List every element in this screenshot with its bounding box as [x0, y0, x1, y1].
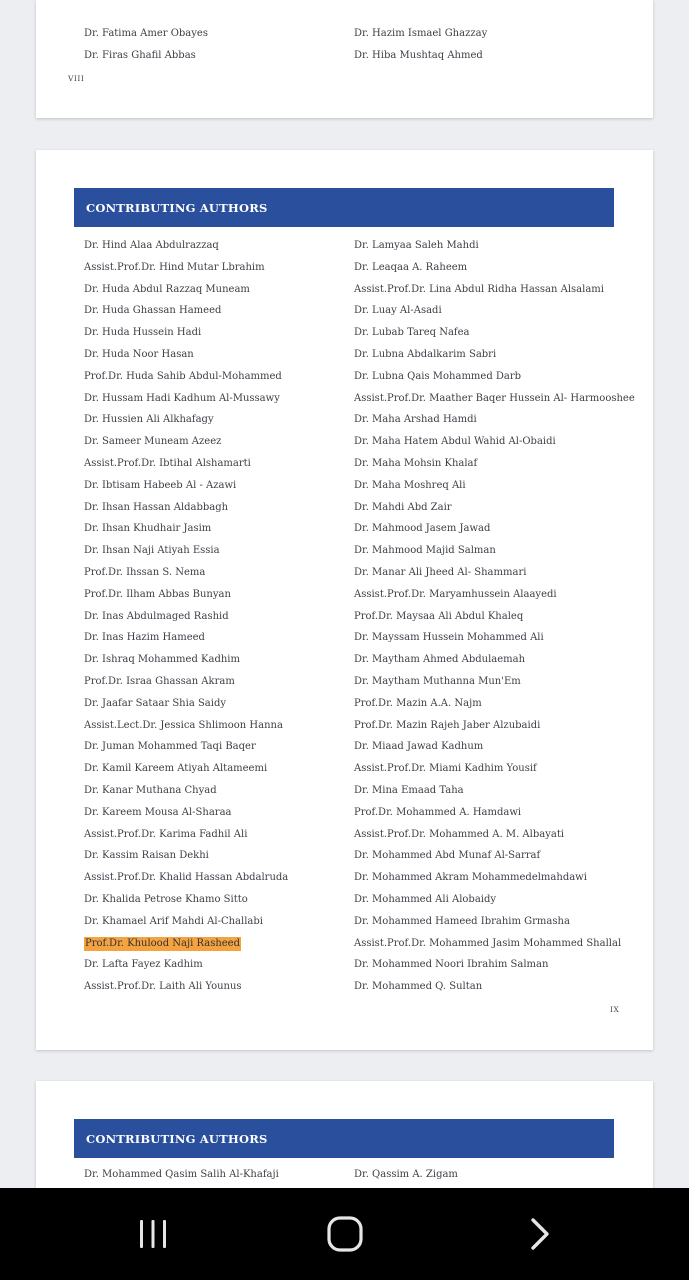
author-name: Dr. Kanar Muthana Chyad	[84, 785, 217, 796]
author-name: Dr. Maytham Ahmed Abdulaemah	[354, 654, 526, 666]
author-name: Dr. Luay Al-Asadi	[354, 305, 442, 317]
author-name: Dr. Manar Ali Jheed Al- Shammari	[354, 567, 527, 578]
author-name: Dr. Lubna Qais Mohammed Darb	[354, 370, 522, 382]
page-number: IX	[610, 1005, 620, 1014]
author-name: Dr. Maha Moshreq Ali	[354, 479, 466, 491]
author-name: Prof.Dr. Mazin A.A. Najm	[354, 697, 482, 709]
recent-apps-button[interactable]	[103, 1188, 203, 1280]
author-name: Dr. Kamil Kareem Atiyah Altameemi	[84, 763, 268, 775]
author-name: Dr. Lafta Fayez Kadhim	[84, 959, 203, 971]
author-name: Dr. Lubna Abdalkarim Sabri	[354, 349, 497, 360]
author-name: Dr. Inas Abdulmaged Rashid	[84, 610, 229, 622]
author-name: Dr. Kassim Raisan Dekhi	[84, 850, 209, 862]
author-name: Dr. Mayssam Hussein Mohammed Ali	[354, 632, 544, 644]
author-name: Assist.Prof.Dr. Hind Mutar Lbrahim	[84, 261, 265, 273]
author-name: Assist.Prof.Dr. Miami Kadhim Yousif	[354, 763, 537, 775]
back-button[interactable]	[488, 1188, 588, 1280]
author-name: Dr. Mohammed Ali Alobaidy	[354, 894, 497, 905]
author-name: Dr. Khamael Arif Mahdi Al-Challabi	[84, 915, 263, 927]
author-name: Dr. Kareem Mousa Al-Sharaa	[84, 806, 232, 818]
page-ix	[36, 150, 653, 1050]
author-name: Dr. Mahmood Jasem Jawad	[354, 523, 491, 535]
author-name: Prof.Dr. Mazin Rajeh Jaber Alzubaidi	[354, 719, 541, 731]
author-name: Dr. Huda Hussein Hadi	[84, 327, 202, 339]
author-name: Dr. Hiba Mushtaq Ahmed	[354, 49, 483, 61]
author-name: Assist.Prof.Dr. Karima Fadhil Ali	[84, 828, 248, 840]
author-name: Assist.Prof.Dr. Maryamhussein Alaayedi	[354, 588, 557, 600]
author-name: Dr. Lamyaa Saleh Mahdi	[354, 240, 479, 251]
page-x	[36, 1081, 653, 1201]
author-name: Dr. Ihsan Khudhair Jasim	[84, 523, 212, 535]
author-name: Dr. Mohammed Akram Mohammedelmahdawi	[354, 872, 587, 884]
page-number: VIII	[68, 74, 85, 83]
author-name: Dr. Hussien Ali Alkhafagy	[84, 414, 214, 426]
home-icon	[326, 1215, 364, 1253]
author-name: Dr. Inas Hazim Hameed	[84, 632, 205, 644]
author-name: Prof.Dr. Huda Sahib Abdul-Mohammed	[84, 370, 282, 382]
author-name: Dr. Qassim A. Zigam	[354, 1169, 458, 1180]
author-name: Dr. Hind Alaa Abdulrazzaq	[84, 240, 219, 251]
author-name: Assist.Prof.Dr. Laith Ali Younus	[84, 981, 242, 993]
author-name: Prof.Dr. Maysaa Ali Abdul Khaleq	[354, 610, 524, 622]
author-name: Dr. Huda Ghassan Hameed	[84, 305, 222, 317]
page-viii	[36, 0, 653, 118]
author-name: Dr. Mohammed Noori Ibrahim Salman	[354, 959, 549, 971]
author-name: Dr. Jaafar Sataar Shia Saidy	[84, 697, 227, 709]
author-name: Dr. Mohammed Qasim Salih Al-Khafaji	[84, 1169, 279, 1180]
back-icon	[523, 1217, 553, 1251]
author-name: Dr. Juman Mohammed Taqi Baqer	[84, 741, 256, 753]
author-name: Dr. Lubab Tareq Nafea	[354, 327, 470, 339]
author-name: Dr. Hussam Hadi Kadhum Al-Mussawy	[84, 392, 280, 404]
author-name: Assist.Lect.Dr. Jessica Shlimoon Hanna	[84, 719, 283, 731]
author-name: Dr. Khalida Petrose Khamo Sitto	[84, 894, 248, 905]
author-name: Dr. Maytham Muthanna Mun'Em	[354, 676, 521, 687]
author-name: Assist.Prof.Dr. Ibtihal Alshamarti	[84, 458, 251, 469]
author-name: Dr. Mohammed Abd Munaf Al-Sarraf	[354, 850, 541, 862]
author-name: Dr. Ishraq Mohammed Kadhim	[84, 654, 240, 666]
author-name: Dr. Maha Arshad Hamdi	[354, 414, 477, 426]
author-name: Prof.Dr. Ihssan S. Nema	[84, 567, 206, 578]
author-name: Dr. Mohammed Hameed Ibrahim Grmasha	[354, 915, 570, 927]
author-name: Dr. Mahmood Majid Salman	[354, 545, 496, 557]
author-name: Dr. Fatima Amer Obayes	[84, 28, 208, 39]
author-name: Prof.Dr. Israa Ghassan Akram	[84, 676, 235, 687]
author-name: Dr. Maha Hatem Abdul Wahid Al-Obaidi	[354, 436, 556, 448]
author-name: Assist.Prof.Dr. Maather Baqer Hussein Al- Harmooshee	[354, 392, 635, 404]
author-name: Prof.Dr. Ilham Abbas Bunyan	[84, 588, 231, 600]
author-name: Dr. Hazim Ismael Ghazzay	[354, 28, 488, 39]
author-name: Dr. Ihsan Naji Atiyah Essia	[84, 545, 220, 557]
author-name: Dr. Maha Mohsin Khalaf	[354, 458, 478, 469]
author-name: Prof.Dr. Khulood Naji Rasheed	[85, 937, 240, 949]
author-name: Dr. Ibtisam Habeeb Al - Azawi	[84, 479, 237, 491]
author-name: Dr. Huda Abdul Razzaq Muneam	[84, 283, 250, 295]
author-name: Dr. Leaqaa A. Raheem	[354, 261, 468, 273]
android-navigation-bar	[0, 1188, 689, 1280]
author-name: Assist.Prof.Dr. Mohammed A. M. Albayati	[354, 828, 565, 840]
author-name: Dr. Sameer Muneam Azeez	[84, 436, 222, 448]
author-name: Dr. Huda Noor Hasan	[84, 349, 194, 360]
author-name: Prof.Dr. Mohammed A. Hamdawi	[354, 806, 522, 818]
recent-apps-icon	[136, 1217, 170, 1251]
author-name: Assist.Prof.Dr. Lina Abdul Ridha Hassan Alsalami	[354, 283, 604, 295]
author-name: Dr. Miaad Jawad Kadhum	[354, 741, 484, 753]
author-name: Dr. Ihsan Hassan Aldabbagh	[84, 501, 229, 513]
section-heading: CONTRIBUTING AUTHORS	[74, 1119, 614, 1158]
section-heading: CONTRIBUTING AUTHORS	[74, 188, 614, 227]
author-name: Assist.Prof.Dr. Mohammed Jasim Mohammed Shallal	[354, 937, 622, 949]
author-name: Dr. Mahdi Abd Zair	[354, 501, 452, 513]
author-name: Dr. Mohammed Q. Sultan	[354, 981, 483, 993]
author-name: Dr. Firas Ghafil Abbas	[84, 49, 196, 61]
author-name: Dr. Mina Emaad Taha	[354, 785, 464, 796]
author-name: Assist.Prof.Dr. Khalid Hassan Abdalruda	[84, 872, 289, 884]
home-button[interactable]	[295, 1188, 395, 1280]
